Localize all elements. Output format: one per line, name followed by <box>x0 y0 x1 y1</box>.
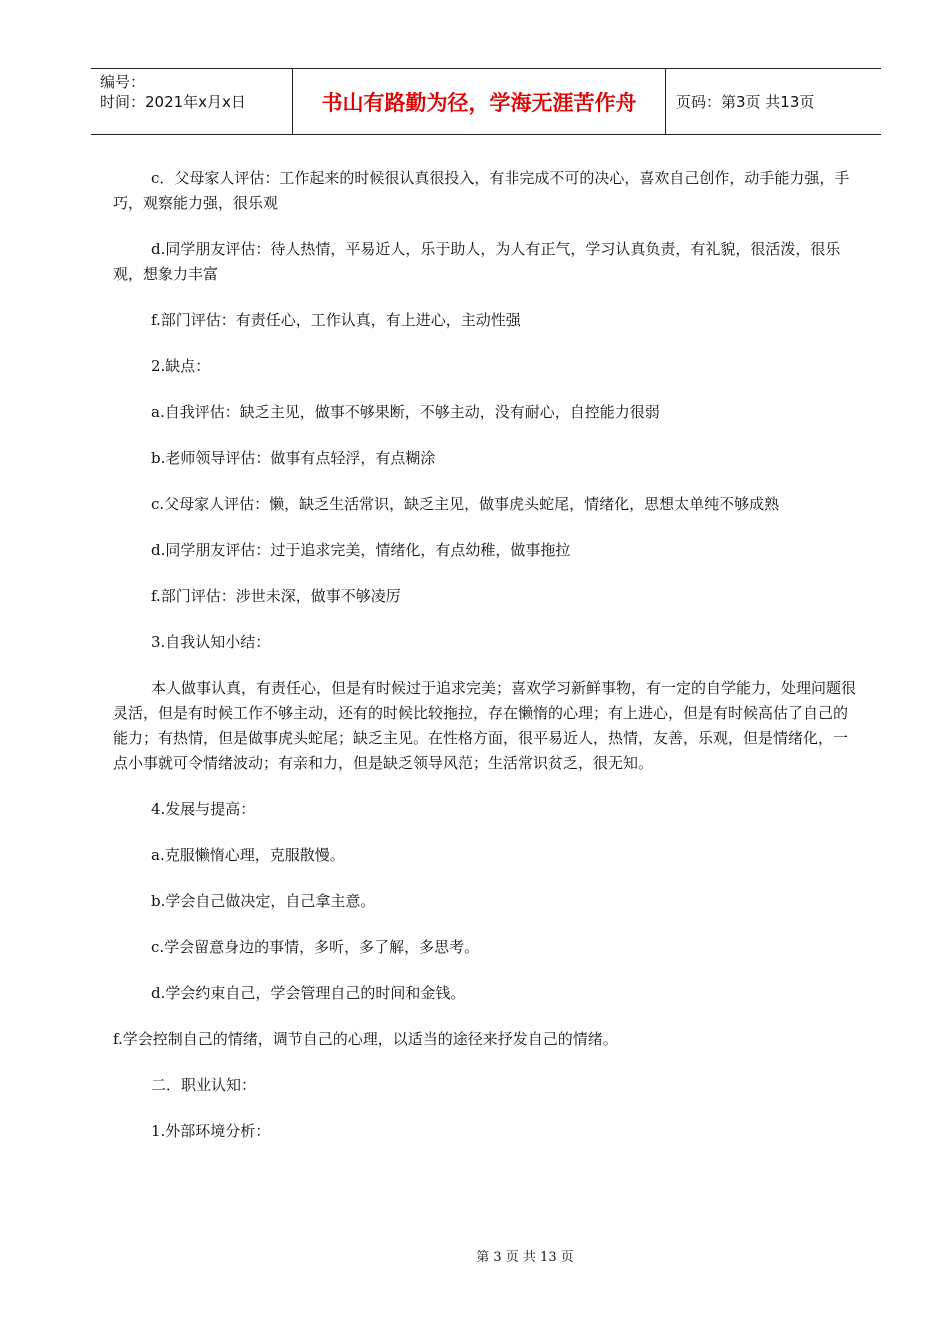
paragraph: c.父母家人评估：懒，缺乏生活常识，缺乏主见，做事虎头蛇尾，情绪化，思想太单纯不够成熟 <box>151 495 780 513</box>
paragraph: f.部门评估：有责任心，工作认真，有上进心，主动性强 <box>151 311 521 329</box>
section-heading: 1.外部环境分析： <box>151 1122 271 1140</box>
paragraph: f.部门评估：涉世未深，做事不够凌厉 <box>151 587 401 605</box>
paragraph: b.学会自己做决定，自己拿主意。 <box>151 892 376 910</box>
header-page-label: 页码：第3页 共13页 <box>676 93 815 111</box>
paragraph: d.同学朋友评估：待人热情，平易近人，乐于助人，为人有正气，学习认真负责，有礼貌，很活泼，很乐观，想象力丰富 <box>113 240 841 283</box>
paragraph: c.学会留意身边的事情，多听，多了解，多思考。 <box>151 938 480 956</box>
paragraph: d.同学朋友评估：过于追求完美，情绪化，有点幼稚，做事拖拉 <box>151 541 571 559</box>
page-header <box>91 68 881 135</box>
paragraph: d.学会约束自己，学会管理自己的时间和金钱。 <box>151 984 466 1002</box>
time-label: 时间：2021年x月x日 <box>100 93 246 111</box>
paragraph: a.自我评估：缺乏主见，做事不够果断，不够主动，没有耐心，自控能力很弱 <box>151 403 660 421</box>
paragraph: c．父母家人评估：工作起来的时候很认真很投入，有非完成不可的决心，喜欢自己创作，动手能力强，手巧，观察能力强，很乐观 <box>113 169 850 212</box>
paragraph: f.学会控制自己的情绪，调节自己的心理，以适当的途径来抒发自己的情绪。 <box>113 1030 618 1048</box>
section-heading: 4.发展与提高： <box>151 800 256 818</box>
section-heading: 3.自我认知小结： <box>151 633 271 651</box>
page-footer: 第 3 页 共 13 页 <box>476 1250 574 1265</box>
summary-paragraph: 本人做事认真，有责任心，但是有时候过于追求完美；喜欢学习新鲜事物，有一定的自学能力，处理问题很灵活，但是有时候工作不够主动，还有的时候比较拖拉，存在懒惰的心理；有上进心，但是有时候高估了自己的能力；有热情，但是做事虎头蛇尾；缺乏主见。在性格方面，很平易近人，热情，友善，乐观，但是情绪化，一点小事就可令情绪波动；有亲和力，但是缺乏领导风范；生活常识贫乏，很无知。 <box>113 679 857 772</box>
paragraph: a.克服懒惰心理，克服散慢。 <box>151 846 345 864</box>
section-heading: 2.缺点： <box>151 357 211 375</box>
header-left-cell <box>91 69 293 134</box>
header-motto: 书山有路勤为径，学海无涯苦作舟 <box>293 69 666 134</box>
serial-label: 编号： <box>100 73 146 91</box>
paragraph: b.老师领导评估：做事有点轻浮，有点糊涂 <box>151 449 436 467</box>
section-heading: 二．职业认知： <box>151 1076 257 1094</box>
document-body <box>113 166 858 1165</box>
